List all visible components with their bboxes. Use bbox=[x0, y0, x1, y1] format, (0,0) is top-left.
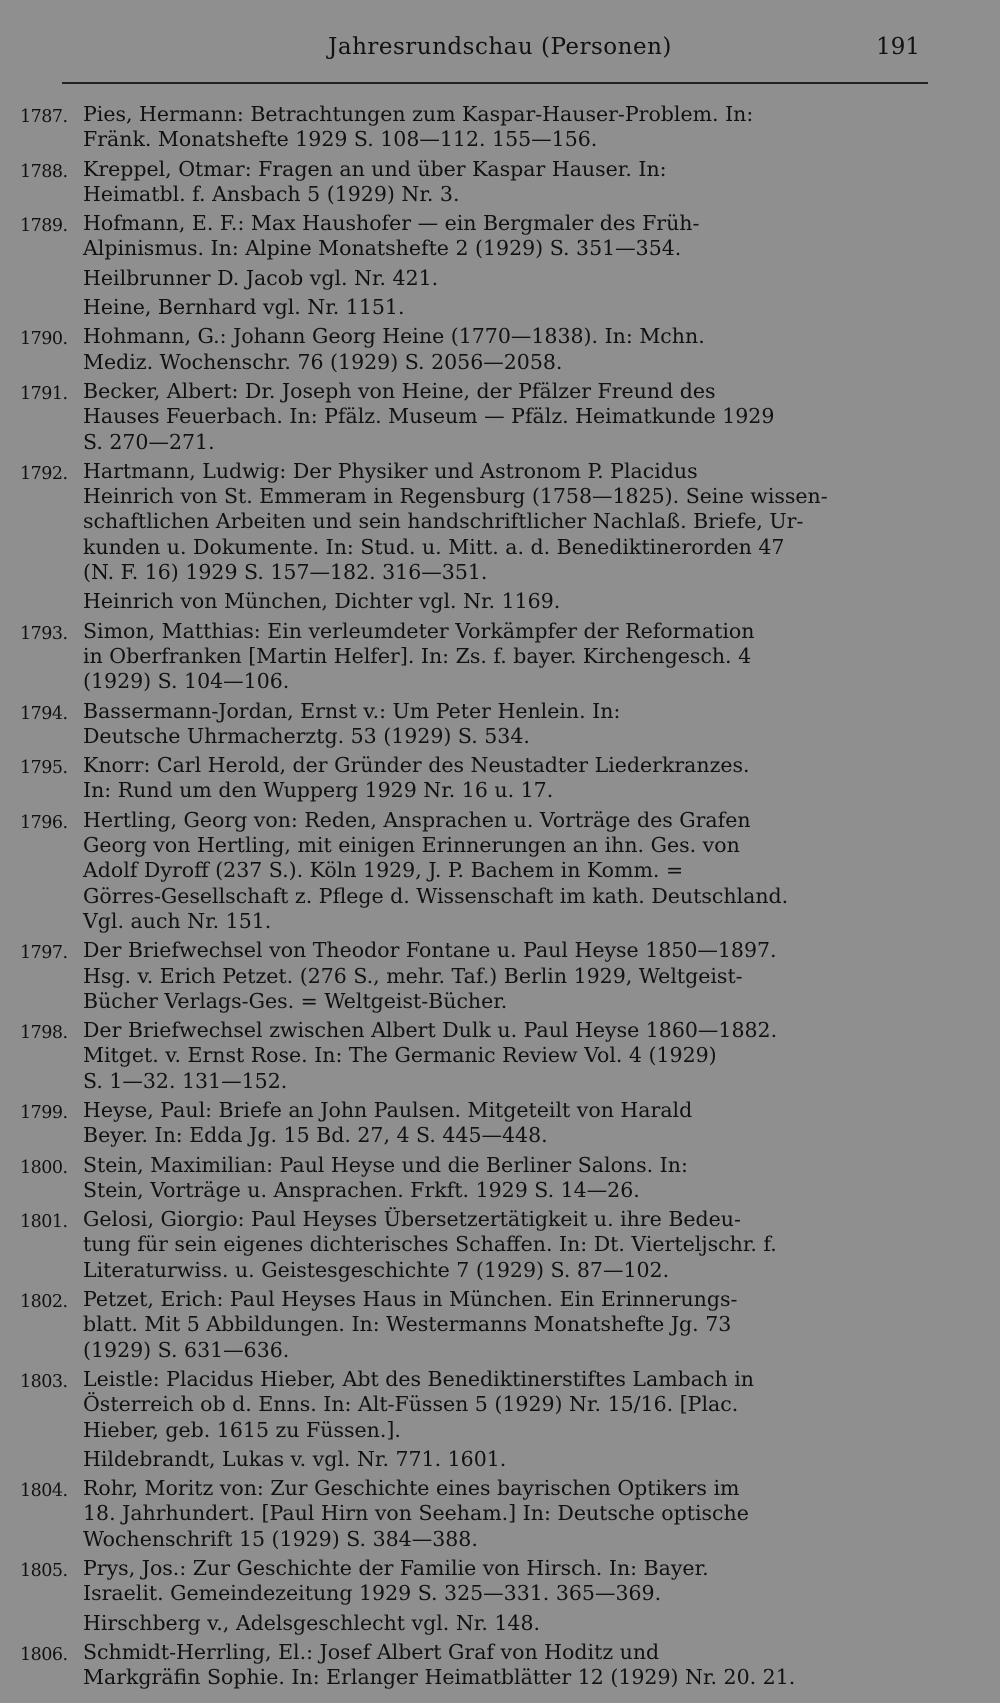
bibliography-entry bbox=[20, 753, 920, 804]
entry-number: 1800. bbox=[20, 1157, 68, 1178]
entry-line: Pies, Hermann: Betrachtungen zum Kaspar-Hauser-Problem. In: bbox=[83, 102, 754, 126]
entry-line: Gelosi, Giorgio: Paul Heyses Übersetzertätigkeit u. ihre Bedeu- bbox=[83, 1207, 741, 1232]
entry-line: schaftlichen Arbeiten und sein handschriftlicher Nachlaß. Briefe, Ur- bbox=[83, 509, 804, 534]
entry-line: Mediz. Wochenschr. 76 (1929) S. 2056—2058. bbox=[83, 349, 563, 374]
entry-number: 1799. bbox=[20, 1102, 68, 1123]
bibliography-entry bbox=[20, 938, 920, 1014]
entry-line: Hauses Feuerbach. In: Pfälz. Museum — Pfälz. Heimatkunde 1929 bbox=[83, 404, 775, 429]
entry-number: 1793. bbox=[20, 623, 68, 644]
entry-line: Der Briefwechsel von Theodor Fontane u. Paul Heyse 1850—1897. bbox=[83, 938, 777, 963]
entry-line: blatt. Mit 5 Abbildungen. In: Westermanns Monatshefte Jg. 73 bbox=[83, 1312, 732, 1337]
entry-line: Kreppel, Otmar: Fragen an und über Kaspar Hauser. In: bbox=[83, 156, 667, 181]
entry-line: S. 1—32. 131—152. bbox=[83, 1068, 288, 1093]
entry-line: Hartmann, Ludwig: Der Physiker und Astronom P. Placidus bbox=[83, 458, 698, 483]
entry-line: Adolf Dyroff (237 S.). Köln 1929, J. P. Bachem in Komm. = bbox=[83, 858, 684, 883]
header-rule bbox=[62, 82, 928, 84]
entry-line: Heinrich von St. Emmeram in Regensburg (1758—1825). Seine wissen- bbox=[83, 484, 828, 509]
entry-line: Hieber, geb. 1615 zu Füssen.]. bbox=[83, 1417, 401, 1442]
entry-line: Deutsche Uhrmacherztg. 53 (1929) S. 534. bbox=[83, 723, 530, 748]
entry-line: Heine, Bernhard vgl. Nr. 1151. bbox=[83, 295, 405, 320]
entry-line: Markgräfin Sophie. In: Erlanger Heimatblätter 12 (1929) Nr. 20. 21. bbox=[83, 1665, 796, 1690]
bibliography-entry bbox=[20, 1153, 920, 1204]
entry-line: Hohmann, G.: Johann Georg Heine (1770—1838). In: Mchn. bbox=[83, 324, 705, 349]
page-header bbox=[80, 34, 920, 68]
bibliography-entry bbox=[20, 619, 920, 695]
bibliography-entry bbox=[20, 157, 920, 208]
entry-number: 1804. bbox=[20, 1481, 68, 1502]
page-number: 191 bbox=[876, 34, 920, 60]
entry-number: 1806. bbox=[20, 1644, 68, 1665]
bibliography-entry bbox=[20, 324, 920, 375]
cross-reference bbox=[20, 295, 920, 320]
entry-line: Der Briefwechsel zwischen Albert Dulk u. Paul Heyse 1860—1882. bbox=[83, 1018, 778, 1043]
entry-line: Vgl. auch Nr. 151. bbox=[83, 908, 272, 933]
entry-line: Knorr: Carl Herold, der Gründer des Neustadter Liederkranzes. bbox=[83, 753, 750, 778]
bibliography-entry bbox=[20, 102, 920, 153]
cross-reference bbox=[20, 1611, 920, 1636]
entry-number: 1791. bbox=[20, 383, 68, 404]
entry-number: 1796. bbox=[20, 812, 68, 833]
entry-line: kunden u. Dokumente. In: Stud. u. Mitt. a. d. Benediktinerorden 47 bbox=[83, 534, 785, 559]
entry-line: Simon, Matthias: Ein verleumdeter Vorkämpfer der Reformation bbox=[83, 618, 755, 643]
bibliography-entry bbox=[20, 1367, 920, 1443]
entry-number: 1803. bbox=[20, 1371, 68, 1392]
bibliography-entry bbox=[20, 1556, 920, 1607]
entry-line: Heinrich von München, Dichter vgl. Nr. 1169. bbox=[83, 589, 561, 614]
entry-line: Mitget. v. Ernst Rose. In: The Germanic Review Vol. 4 (1929) bbox=[83, 1043, 717, 1068]
bibliography-entry bbox=[20, 1018, 920, 1094]
entry-line: Becker, Albert: Dr. Joseph von Heine, der Pfälzer Freund des bbox=[83, 378, 716, 403]
entry-line: Rohr, Moritz von: Zur Geschichte eines bayrischen Optikers im bbox=[83, 1476, 740, 1501]
entry-line: Hildebrandt, Lukas v. vgl. Nr. 771. 1601. bbox=[83, 1446, 507, 1471]
cross-reference bbox=[20, 589, 920, 614]
entry-number: 1792. bbox=[20, 463, 68, 484]
entry-number: 1790. bbox=[20, 329, 68, 350]
entry-line: Georg von Hertling, mit einigen Erinnerungen an ihn. Ges. von bbox=[83, 833, 740, 858]
bibliography-entry bbox=[20, 211, 920, 262]
entry-line: (1929) S. 631—636. bbox=[83, 1337, 290, 1362]
entry-number: 1789. bbox=[20, 216, 68, 237]
entry-line: Görres-Gesellschaft z. Pflege d. Wissenschaft im kath. Deutschland. bbox=[83, 883, 789, 908]
entry-number: 1797. bbox=[20, 943, 68, 964]
entry-line: Hofmann, E. F.: Max Haushofer — ein Bergmaler des Früh- bbox=[83, 211, 700, 236]
entry-line: Literaturwiss. u. Geistesgeschichte 7 (1929) S. 87—102. bbox=[83, 1257, 670, 1282]
entry-line: Bücher Verlags-Ges. = Weltgeist-Bücher. bbox=[83, 988, 508, 1013]
bibliography-entry bbox=[20, 459, 920, 585]
bibliography-entry bbox=[20, 1207, 920, 1283]
entry-number: 1805. bbox=[20, 1561, 68, 1582]
running-head: Jahresrundschau (Personen) bbox=[328, 34, 672, 60]
entry-line: Alpinismus. In: Alpine Monatshefte 2 (1929) S. 351—354. bbox=[83, 236, 682, 261]
entry-number: 1798. bbox=[20, 1023, 68, 1044]
bibliography-list bbox=[20, 102, 920, 1695]
entry-line: 18. Jahrhundert. [Paul Hirn von Seeham.] In: Deutsche optische bbox=[83, 1501, 749, 1526]
entry-number: 1795. bbox=[20, 758, 68, 779]
entry-line: Wochenschrift 15 (1929) S. 384—388. bbox=[83, 1526, 478, 1551]
entry-line: Fränk. Monatshefte 1929 S. 108—112. 155—156. bbox=[83, 127, 598, 152]
entry-line: Bassermann-Jordan, Ernst v.: Um Peter Henlein. In: bbox=[83, 698, 621, 723]
entry-line: (N. F. 16) 1929 S. 157—182. 316—351. bbox=[83, 560, 488, 585]
entry-line: tung für sein eigenes dichterisches Schaffen. In: Dt. Vierteljschr. f. bbox=[83, 1232, 777, 1257]
entry-line: Beyer. In: Edda Jg. 15 Bd. 27, 4 S. 445—448. bbox=[83, 1123, 548, 1148]
entry-number: 1788. bbox=[20, 161, 68, 182]
entry-line: (1929) S. 104—106. bbox=[83, 669, 290, 694]
cross-reference bbox=[20, 266, 920, 291]
entry-line: Österreich ob d. Enns. In: Alt-Füssen 5 (1929) Nr. 15/16. [Plac. bbox=[83, 1392, 739, 1417]
entry-line: Stein, Vorträge u. Ansprachen. Frkft. 1929 S. 14—26. bbox=[83, 1177, 640, 1202]
cross-reference bbox=[20, 1447, 920, 1472]
entry-line: In: Rund um den Wupperg 1929 Nr. 16 u. 17. bbox=[83, 778, 554, 803]
entry-line: Heilbrunner D. Jacob vgl. Nr. 421. bbox=[83, 265, 439, 290]
entry-line: Schmidt-Herrling, El.: Josef Albert Graf von Hoditz und bbox=[83, 1639, 660, 1664]
entry-line: Israelit. Gemeindezeitung 1929 S. 325—331. 365—369. bbox=[83, 1581, 662, 1606]
entry-line: Petzet, Erich: Paul Heyses Haus in München. Ein Erinnerungs- bbox=[83, 1287, 738, 1312]
entry-number: 1794. bbox=[20, 703, 68, 724]
entry-line: Heyse, Paul: Briefe an John Paulsen. Mitgeteilt von Harald bbox=[83, 1097, 693, 1122]
entry-line: Hirschberg v., Adelsgeschlecht vgl. Nr. 148. bbox=[83, 1610, 541, 1635]
entry-line: Hertling, Georg von: Reden, Ansprachen u. Vorträge des Grafen bbox=[83, 807, 751, 832]
entry-line: Leistle: Placidus Hieber, Abt des Benediktinerstiftes Lambach in bbox=[83, 1366, 754, 1391]
bibliography-entry bbox=[20, 1098, 920, 1149]
bibliography-entry bbox=[20, 379, 920, 455]
entry-line: Heimatbl. f. Ansbach 5 (1929) Nr. 3. bbox=[83, 181, 460, 206]
bibliography-entry bbox=[20, 1640, 920, 1691]
bibliography-entry bbox=[20, 1287, 920, 1363]
entry-line: S. 270—271. bbox=[83, 429, 215, 454]
entry-number: 1802. bbox=[20, 1292, 68, 1313]
entry-line: in Oberfranken [Martin Helfer]. In: Zs. f. bayer. Kirchengesch. 4 bbox=[83, 643, 752, 668]
entry-number: 1801. bbox=[20, 1212, 68, 1233]
bibliography-entry bbox=[20, 699, 920, 750]
entry-line: Prys, Jos.: Zur Geschichte der Familie von Hirsch. In: Bayer. bbox=[83, 1556, 709, 1581]
bibliography-entry bbox=[20, 1476, 920, 1552]
entry-line: Stein, Maximilian: Paul Heyse und die Berliner Salons. In: bbox=[83, 1152, 688, 1177]
entry-line: Hsg. v. Erich Petzet. (276 S., mehr. Taf.) Berlin 1929, Weltgeist- bbox=[83, 963, 743, 988]
bibliography-entry bbox=[20, 808, 920, 934]
entry-number: 1787. bbox=[20, 107, 68, 127]
